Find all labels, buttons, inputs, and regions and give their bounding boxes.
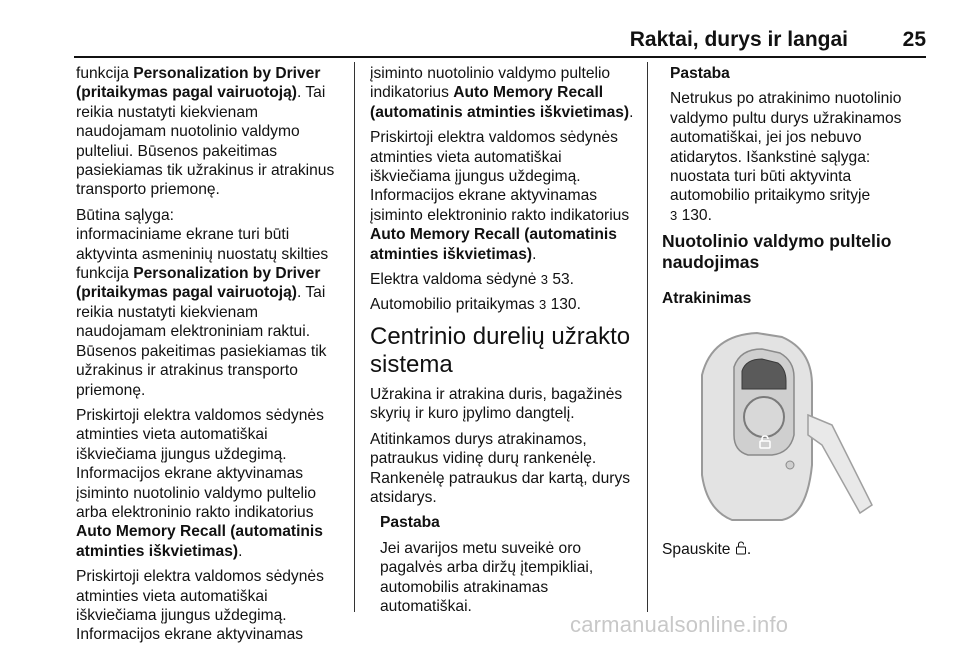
text: Automobilio pritaikymas: [370, 296, 539, 314]
text: Priskirtoji elektra valdomos sėdynės atminties vieta automatiškai iškviečiama įjungus uždegimą. Informacijos ekrane aktyvinamas įsiminto elektroninio rakto indikatorius: [370, 129, 630, 224]
note-box: [662, 64, 926, 225]
paragraph: [370, 128, 642, 264]
paragraph: [370, 64, 642, 122]
note-body: [670, 89, 926, 225]
text: 53.: [548, 271, 575, 289]
paragraph: [76, 206, 348, 400]
section-heading: Centrinio durelių užrakto sistema: [370, 322, 631, 378]
page-reference-icon: 3: [670, 207, 678, 223]
page-header: [0, 24, 960, 64]
menu-term: Auto Memory Recall (automatinis atminties iškvietimas): [370, 84, 630, 121]
note-body: Jei avarijos metu suveikė oro pagalvės arba diržų įtempikliai, automobilis atrakinamas automatiškai.: [380, 539, 594, 615]
text: 130.: [677, 206, 712, 224]
paragraph: [76, 64, 348, 200]
text: .: [238, 542, 243, 560]
paragraph: Atitinkamos durys atrakinamos, patraukus vidinę durų rankenėlę. Rankenėlę patraukus dar kartą, durys atsidarys.: [370, 430, 631, 506]
column-divider-1: [354, 62, 355, 612]
minor-heading: Atrakinimas: [662, 290, 752, 308]
paragraph: Priskirtoji elektra valdomos sėdynės atminties vieta automatiškai iškviečiama įjungus uždegimą. Informacijos ekrane aktyvinamas: [76, 568, 324, 644]
text: Būtina sąlyga:: [76, 206, 174, 224]
remote-key-illustration: [662, 315, 926, 525]
text: informaciniame ekrane turi būti aktyvinta asmeninių nuostatų skilties funkcija: [76, 226, 329, 283]
column-3: [662, 64, 926, 565]
caption: [662, 540, 926, 559]
watermark: carmanualsonline.info: [570, 612, 789, 637]
paragraph: [76, 406, 348, 561]
text: . Tai reikia nustatyti kiekvienam naudojamam elektroniniam raktui. Būsenos pakeitimas pasiekiamas tik užrakinus ir atrakinus transporto priemonę.: [76, 284, 327, 399]
text: įsiminto nuotolinio valdymo pultelio indikatorius: [370, 65, 611, 102]
menu-term: Auto Memory Recall (automatinis atminties iškvietimas): [76, 523, 323, 560]
menu-term: Personalization by Driver (pritaikymas pagal vairuotoją): [76, 265, 321, 302]
paragraph: [370, 295, 642, 314]
page-reference-icon: 3: [539, 297, 547, 313]
text: 130.: [546, 296, 581, 314]
text: .: [746, 541, 752, 559]
note-box: [370, 513, 642, 616]
unlock-button-icon: [758, 435, 772, 447]
text: Spauskite: [662, 541, 735, 559]
menu-term: Auto Memory Recall (automatinis atminties iškvietimas): [370, 226, 617, 263]
paragraph: Užrakina ir atrakina duris, bagažinės skyrių ir kuro įpylimo dangtelį.: [370, 385, 623, 423]
section-title: Raktai, durys ir langai: [629, 28, 848, 51]
note-title: Pastaba: [670, 65, 730, 82]
column-2: [370, 64, 642, 622]
column-divider-2: [647, 62, 648, 612]
text: Netrukus po atrakinimo nuotolinio valdymo pultu durys užrakinamos automatiškai, jei jos nebuvo atidarytos. Išankstinė sąlyga: nuostata turi būti aktyvinta automobilio pritaikymo srityje: [670, 90, 902, 205]
page-reference-icon: 3: [540, 272, 548, 288]
column-1: [76, 64, 348, 651]
paragraph: [370, 270, 642, 289]
subsection-heading: Nuotolinio valdymo pultelio naudojimas: [662, 231, 892, 273]
menu-term: Personalization by Driver (pritaikymas pagal vairuotoją): [76, 65, 321, 102]
text: . Tai reikia nustatyti kiekvienam naudojamam nuotolinio valdymo pulteliui. Būsenos pakeitimas pasiekiamas tik užrakinus ir atrakinus transporto priemonę.: [76, 84, 335, 199]
text: funkcija: [76, 65, 134, 82]
header-rule: [74, 56, 926, 58]
page-number: 25: [902, 28, 926, 51]
text: Elektra valdoma sėdynė: [370, 271, 541, 289]
note-title: Pastaba: [380, 514, 440, 532]
text: .: [629, 103, 634, 121]
text: .: [532, 245, 537, 263]
unlock-icon: [735, 541, 747, 558]
text: Priskirtoji elektra valdomos sėdynės atminties vieta automatiškai iškviečiama įjungus uždegimą. Informacijos ekrane aktyvinamas įsiminto nuotolinio valdymo pultelio arba elektroninio rakto indikatorius: [76, 406, 324, 521]
